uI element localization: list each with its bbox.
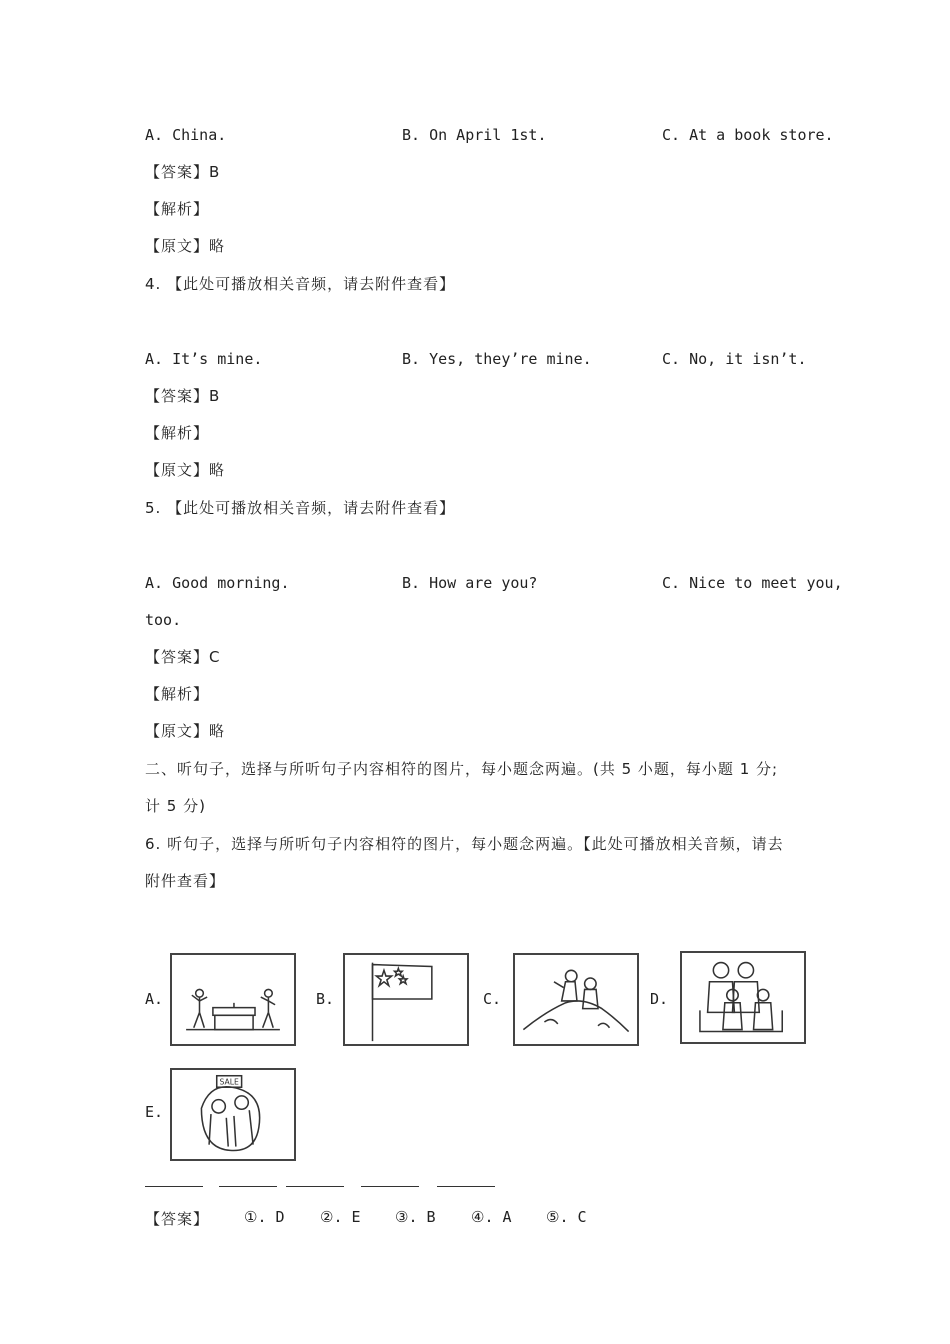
children-climbing-icon xyxy=(513,953,639,1046)
answer-blank-4 xyxy=(361,1186,419,1187)
answer-blank-1 xyxy=(145,1186,203,1187)
q3-option-c: C. At a book store. xyxy=(662,126,834,144)
q5-analysis: 【解析】 xyxy=(145,685,210,703)
answer-blank-3 xyxy=(286,1186,344,1187)
chinese-flag-icon xyxy=(343,953,469,1046)
section2-heading-line1: 二、听句子，选择与所听句子内容相符的图片，每小题念两遍。(共 5 小题，每小题 1 分; xyxy=(145,760,779,778)
q3-option-a: A. China. xyxy=(145,126,227,144)
q5-option-c: C. Nice to meet you, xyxy=(662,574,843,592)
q4-original: 【原文】略 xyxy=(145,461,226,479)
q4-option-b: B. Yes, they’re mine. xyxy=(402,350,592,368)
q3-option-b: B. On April 1st. xyxy=(402,126,547,144)
picture-e-label: E. xyxy=(145,1103,164,1121)
picture-d-label: D. xyxy=(650,990,669,1008)
q6-answer-label: 【答案】 xyxy=(145,1210,210,1228)
answer-blank-2 xyxy=(219,1186,277,1187)
q4-answer: 【答案】B xyxy=(145,387,221,405)
q6-answer-2: ②. E xyxy=(320,1208,361,1226)
q4-analysis: 【解析】 xyxy=(145,424,210,442)
section2-heading-line2: 计 5 分) xyxy=(145,797,206,815)
q6-answer-5: ⑤. C xyxy=(546,1208,587,1226)
answer-blank-5 xyxy=(437,1186,495,1187)
q4-option-c: C. No, it isn’t. xyxy=(662,350,807,368)
table-tennis-players-icon xyxy=(170,953,296,1046)
q5-title: 5. 【此处可播放相关音频，请去附件查看】 xyxy=(145,499,456,517)
q3-original: 【原文】略 xyxy=(145,237,226,255)
q6-title-line1: 6. 听句子，选择与所听句子内容相符的图片，每小题念两遍。【此处可播放相关音频，请去 xyxy=(145,835,784,853)
q5-option-c-cont: too. xyxy=(145,611,182,629)
q5-option-b: B. How are you? xyxy=(402,574,538,592)
sale-shopping-icon xyxy=(170,1068,296,1161)
q6-answer-3: ③. B xyxy=(395,1208,436,1226)
q3-answer: 【答案】B xyxy=(145,163,221,181)
q4-option-a: A. It’s mine. xyxy=(145,350,263,368)
family-portrait-icon xyxy=(680,951,806,1044)
q6-answer-4: ④. A xyxy=(471,1208,512,1226)
sale-sign-text: SALE xyxy=(219,1077,239,1087)
q6-title-line2: 附件查看】 xyxy=(145,872,226,890)
q4-title: 4. 【此处可播放相关音频，请去附件查看】 xyxy=(145,275,456,293)
picture-c-label: C. xyxy=(483,990,502,1008)
picture-b-label: B. xyxy=(316,990,335,1008)
picture-a-label: A. xyxy=(145,990,164,1008)
q6-answer-1: ①. D xyxy=(244,1208,285,1226)
q5-original: 【原文】略 xyxy=(145,722,226,740)
q3-analysis: 【解析】 xyxy=(145,200,210,218)
q5-option-a: A. Good morning. xyxy=(145,574,290,592)
q5-answer: 【答案】C xyxy=(145,648,221,666)
